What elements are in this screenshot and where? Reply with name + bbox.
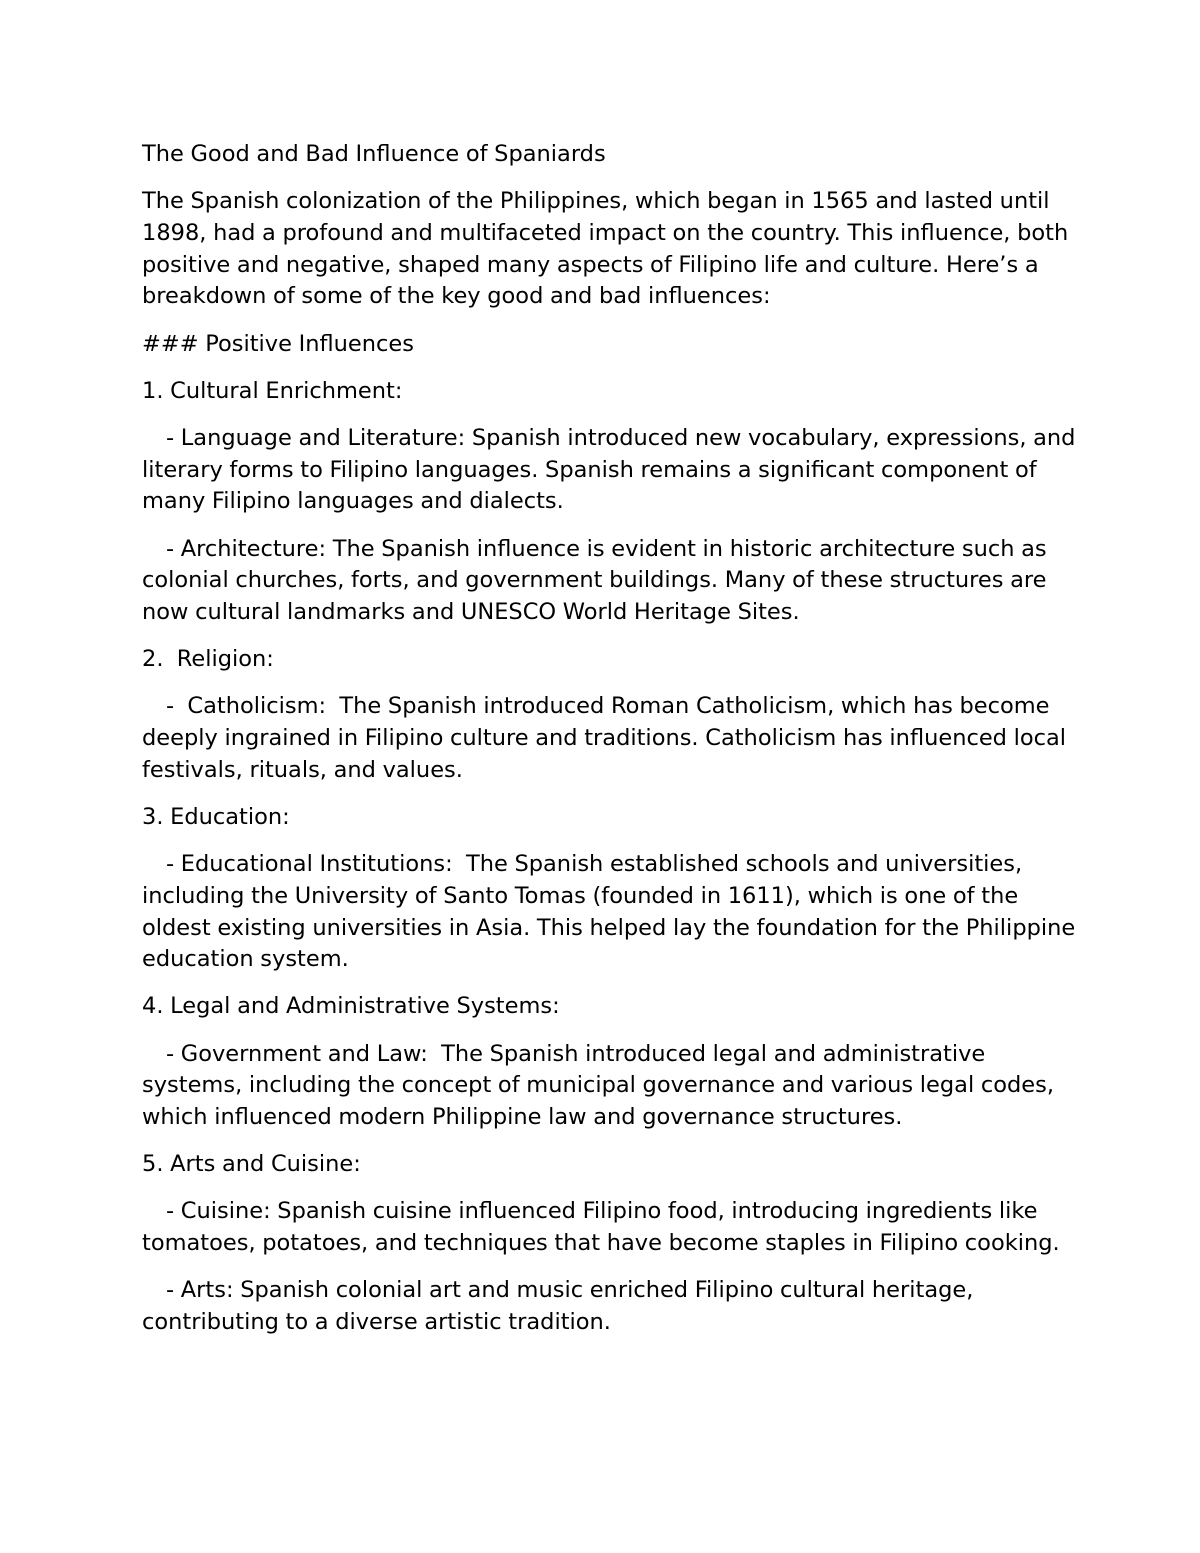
point-cuisine: - Cuisine: Spanish cuisine influenced Filipino food, introducing ingredients like tomatoes, potatoes, and techniques that have become staples in Filipino cooking.: [142, 1198, 1060, 1257]
item-heading-legal-administrative: 4. Legal and Administrative Systems:: [142, 993, 560, 1020]
point-architecture: - Architecture: The Spanish influence is evident in historic architecture such as colonial churches, forts, and government buildings. Many of these structures are now cultural landmarks and UNESCO World Heritage Sites.: [142, 535, 1054, 625]
document-body: [142, 139, 1083, 1354]
point-catholicism: - Catholicism: The Spanish introduced Roman Catholicism, which has become deeply ingrained in Filipino culture and traditions. Catholicism has influenced local festivals, rituals, and values.: [142, 693, 1073, 783]
document-title: The Good and Bad Influence of Spaniards: [142, 141, 606, 167]
point-language-literature: - Language and Literature: Spanish introduced new vocabulary, expressions, and literary forms to Filipino languages. Spanish remains a significant component of many Filipino languages and dialects.: [142, 424, 1083, 515]
point-arts: - Arts: Spanish colonial art and music enriched Filipino cultural heritage, contributing to a diverse artistic tradition.: [142, 1277, 981, 1336]
item-heading-arts-cuisine: 5. Arts and Cuisine:: [142, 1151, 361, 1178]
item-heading-education: 3. Education:: [142, 803, 290, 830]
intro-paragraph: The Spanish colonization of the Philippines, which began in 1565 and lasted until 1898, had a profound and multifaceted impact on the country. This influence, both positive and negative, shaped many aspects of Filipino life and culture. Here’s a breakdown of some of the key good and bad influences:: [142, 188, 1075, 310]
point-government-law: - Government and Law: The Spanish introduced legal and administrative systems, including the concept of municipal governance and various legal codes, which influenced modern Philippine law and governance structures.: [142, 1040, 1061, 1131]
section-heading: ### Positive Influences: [142, 330, 414, 357]
point-educational-institutions: - Educational Institutions: The Spanish established schools and universities, including the University of Santo Tomas (founded in 1611), which is one of the oldest existing universities in Asia. This helped lay the foundation for the Philippine education system.: [142, 851, 1082, 973]
item-heading-religion: 2. Religion:: [142, 646, 274, 673]
item-heading-cultural-enrichment: 1. Cultural Enrichment:: [142, 377, 403, 404]
